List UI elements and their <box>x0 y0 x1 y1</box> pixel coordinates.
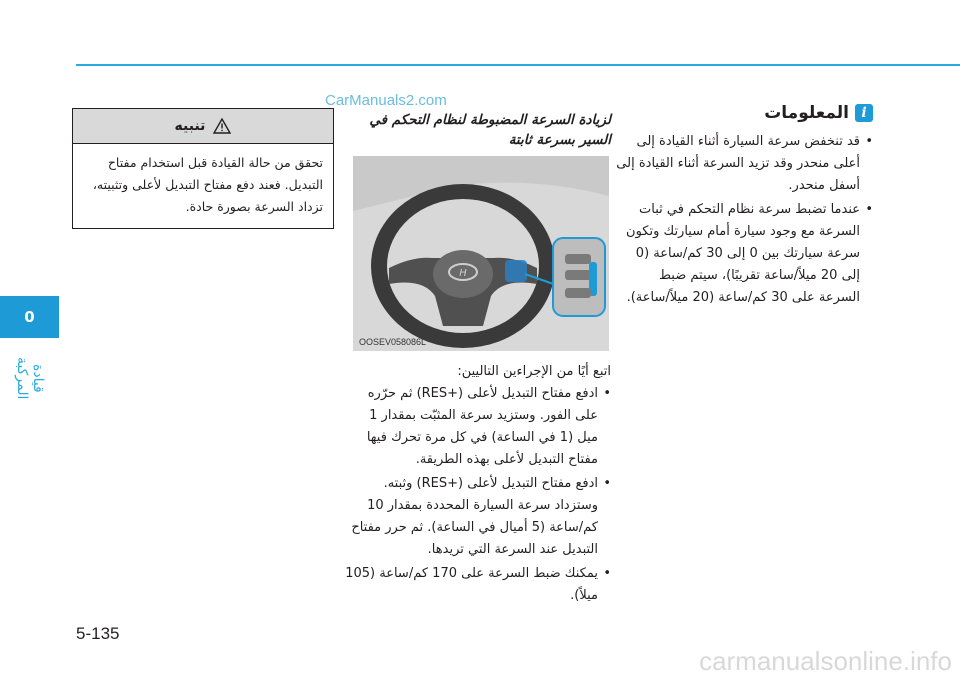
image-code: OOSEV058086L <box>359 337 427 347</box>
steering-wheel-illustration <box>353 156 609 351</box>
info-section <box>615 103 873 311</box>
procedure-list <box>345 383 611 607</box>
caution-header <box>73 109 333 144</box>
info-title: المعلومات <box>764 103 849 123</box>
warning-triangle-icon <box>213 118 231 134</box>
info-list <box>615 131 873 309</box>
procedure-bullet-3: • يمكنك ضبط السرعة على 170 كم/ساعة (105 ميلاً). <box>345 563 611 607</box>
chapter-tab: 0 <box>0 296 59 338</box>
info-bullet-1: • قد تنخفض سرعة السيارة أثناء القيادة إلى أعلى منحدر وقد تزيد السرعة أثناء القيادة إلى أسفل منحدر. <box>615 131 873 197</box>
watermark-top: CarManuals2.com <box>325 92 447 109</box>
caution-box <box>72 108 334 229</box>
page-number: 5-135 <box>76 624 120 643</box>
procedure-bullet-2: • ادفع مفتاح التبديل لأعلى (+RES) وثبته. وستزداد سرعة السيارة المحددة بمقدار 10 كم/ساعة (5 أميال في الساعة). ثم حرر مفتاح التبديل عند السرعة التي تريدها. <box>345 473 611 561</box>
info-icon: i <box>855 104 873 122</box>
procedure-title: لزيادة السرعة المضبوطة لنظام التحكم في السير بسرعة ثابتة <box>369 112 611 148</box>
chapter-label: قيادة المركبة <box>14 356 46 400</box>
procedure-section <box>345 110 611 609</box>
procedure-bullet-1: • ادفع مفتاح التبديل لأعلى (+RES) ثم حرّره على الفور. وستزيد سرعة المثبّت بمقدار 1 ميل (1 في الساعة) في كل مرة تحرك فيها مفتاح التبديل لأعلى بهذه الطريقة. <box>345 383 611 471</box>
caution-text: تحقق من حالة القيادة قبل استخدام مفتاح التبديل. فعند دفع مفتاح التبديل لأعلى وتثبيته، تزداد السرعة بصورة حادة. <box>92 155 323 214</box>
info-header <box>615 103 873 123</box>
watermark-bottom: carmanualsonline.info <box>699 646 952 676</box>
svg-text:H: H <box>459 268 467 279</box>
caution-title: تنبيه <box>174 118 206 134</box>
steering-wheel-image <box>353 156 609 351</box>
info-bullet-2: • عندما تضبط سرعة نظام التحكم في ثبات السرعة مع وجود سيارة أمام سيارتك وتكون سرعة سيارتك بين 0 إلى 30 كم/ساعة (0 إلى 20 ميلاً/ساعة تقريبًا)، سيتم ضبط السرعة على 30 كم/ساعة (20 ميلاً/ساعة). <box>615 199 873 309</box>
procedure-intro: اتبع أيًا من الإجراءين التاليين: <box>457 364 611 379</box>
header-rule <box>76 64 960 66</box>
